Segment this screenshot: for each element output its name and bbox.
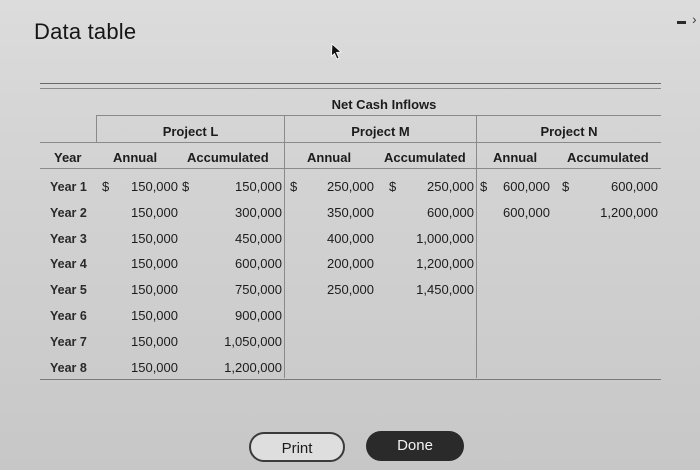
L-annual-cell: 150,000 bbox=[131, 256, 178, 272]
L-accumulated-cell: 750,000 bbox=[235, 282, 282, 298]
M-accumulated-header: Accumulated bbox=[384, 150, 466, 165]
L-annual-cell: 150,000 bbox=[131, 204, 178, 220]
data-table bbox=[40, 83, 661, 380]
L-accumulated-cell: 1,200,000 bbox=[224, 359, 282, 375]
M-annual-cell: 250,000 bbox=[327, 282, 374, 298]
N-accumulated-header: Accumulated bbox=[567, 150, 649, 165]
L-acc-dollar: $ bbox=[182, 179, 190, 194]
M-annual-header: Annual bbox=[307, 150, 352, 165]
L-accumulated-cell: 450,000 bbox=[235, 230, 282, 246]
N-acc-dollar: $ bbox=[562, 179, 570, 194]
year-row-label: Year 1 bbox=[50, 180, 87, 194]
year-row-label: Year 5 bbox=[50, 283, 87, 298]
dialog-title: Data table bbox=[34, 19, 137, 44]
M-annual-cell: 400,000 bbox=[327, 230, 374, 246]
close-icon[interactable]: › bbox=[692, 11, 697, 27]
print-button[interactable]: Print bbox=[249, 432, 345, 462]
N-annual-dollar: $ bbox=[480, 179, 488, 194]
minimize-icon[interactable] bbox=[677, 21, 686, 24]
L-annual-cell: 150,000 bbox=[131, 333, 178, 349]
header-rule-1 bbox=[97, 115, 661, 116]
M-accumulated-cell: 1,450,000 bbox=[416, 282, 474, 298]
M-acc-dollar: $ bbox=[389, 179, 397, 194]
L-accumulated-header: Accumulated bbox=[187, 150, 269, 165]
project-N-header: Project N bbox=[540, 124, 598, 139]
done-button[interactable]: Done bbox=[366, 431, 464, 461]
header-rule-2 bbox=[40, 142, 661, 143]
N-annual-cell: 600,000 bbox=[503, 204, 550, 220]
L-accumulated-cell: 300,000 bbox=[235, 204, 282, 220]
cursor-icon bbox=[329, 43, 343, 61]
L-annual-header: Annual bbox=[113, 150, 158, 165]
project-M-header: Project M bbox=[351, 124, 410, 139]
year-column-header: Year bbox=[54, 150, 82, 165]
table-top-rule bbox=[40, 88, 661, 89]
year-row-label: Year 7 bbox=[50, 334, 87, 349]
L-annual-cell: 150,000 bbox=[131, 308, 178, 323]
M-accumulated-cell: 1,000,000 bbox=[416, 230, 474, 246]
year-row-label: Year 4 bbox=[50, 257, 87, 272]
M-annual-dollar: $ bbox=[290, 179, 298, 194]
M-accumulated-cell: 600,000 bbox=[427, 204, 474, 220]
L-annual-cell: 150,000 bbox=[131, 230, 178, 246]
L-annual-cell: 150,000 bbox=[131, 282, 178, 298]
project-L-header: Project L bbox=[162, 124, 219, 139]
N-annual-cell: 600,000 bbox=[503, 179, 550, 194]
L-accumulated-cell: 150,000 bbox=[235, 179, 282, 194]
year-row-label: Year 8 bbox=[50, 360, 87, 375]
L-annual-cell: 150,000 bbox=[131, 179, 178, 194]
M-accumulated-cell: 250,000 bbox=[427, 179, 474, 194]
L-annual-dollar: $ bbox=[102, 179, 110, 194]
year-row-label: Year 3 bbox=[50, 231, 87, 246]
M-annual-cell: 350,000 bbox=[327, 204, 374, 220]
L-annual-cell: 150,000 bbox=[131, 359, 178, 375]
N-accumulated-cell: 600,000 bbox=[611, 179, 658, 194]
M-accumulated-cell: 1,200,000 bbox=[416, 256, 474, 272]
header-rule-3 bbox=[40, 168, 661, 169]
year-row-label: Year 6 bbox=[50, 309, 87, 323]
L-accumulated-cell: 1,050,000 bbox=[224, 333, 282, 349]
M-annual-cell: 200,000 bbox=[327, 256, 374, 272]
year-row-label: Year 2 bbox=[50, 205, 87, 220]
net-cash-inflows-header: Net Cash Inflows bbox=[331, 97, 437, 112]
N-annual-header: Annual bbox=[493, 150, 538, 165]
N-accumulated-cell: 1,200,000 bbox=[600, 204, 658, 220]
L-accumulated-cell: 900,000 bbox=[235, 308, 282, 323]
M-annual-cell: 250,000 bbox=[327, 179, 374, 194]
col-divider-L bbox=[284, 115, 285, 378]
L-accumulated-cell: 600,000 bbox=[235, 256, 282, 272]
col-divider-M bbox=[476, 115, 477, 378]
